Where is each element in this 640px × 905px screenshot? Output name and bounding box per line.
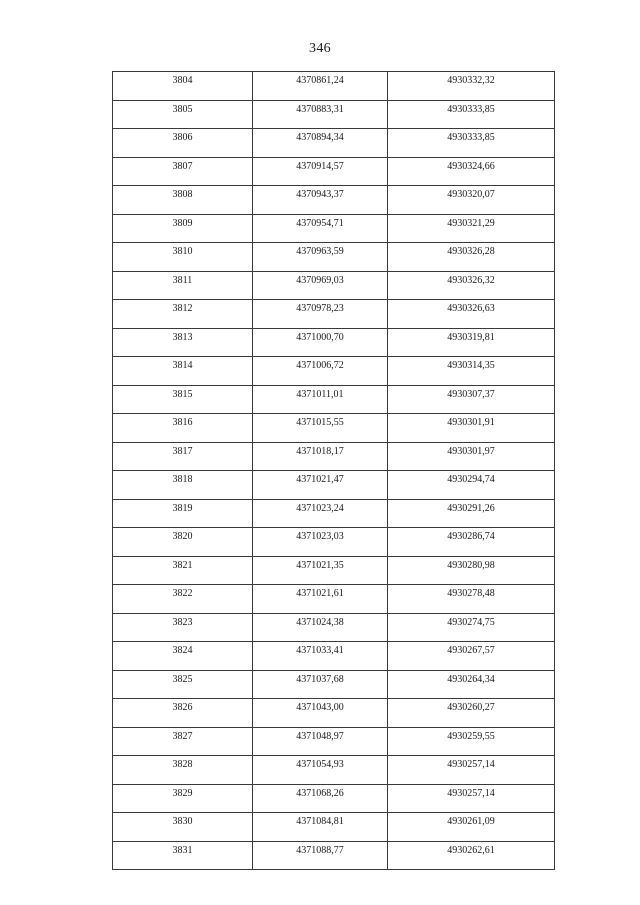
- x-coordinate-cell: 4370883,31: [253, 100, 388, 129]
- table-row: [113, 414, 555, 443]
- table-row: [113, 328, 555, 357]
- y-coordinate-cell: 4930260,27: [388, 699, 555, 728]
- point-number-cell: 3823: [113, 613, 253, 642]
- table-row: [113, 300, 555, 329]
- point-number-cell: 3808: [113, 186, 253, 215]
- table-row: [113, 100, 555, 129]
- x-coordinate-cell: 4371023,24: [253, 499, 388, 528]
- point-number-cell: 3825: [113, 670, 253, 699]
- x-coordinate-cell: 4371006,72: [253, 357, 388, 386]
- point-number-cell: 3817: [113, 442, 253, 471]
- point-number-cell: 3831: [113, 841, 253, 870]
- point-number-cell: 3811: [113, 271, 253, 300]
- x-coordinate-cell: 4371088,77: [253, 841, 388, 870]
- y-coordinate-cell: 4930326,28: [388, 243, 555, 272]
- coordinates-table-body: [113, 72, 555, 870]
- point-number-cell: 3830: [113, 813, 253, 842]
- x-coordinate-cell: 4371043,00: [253, 699, 388, 728]
- x-coordinate-cell: 4371048,97: [253, 727, 388, 756]
- coordinates-table: [112, 71, 555, 870]
- x-coordinate-cell: 4371084,81: [253, 813, 388, 842]
- point-number-cell: 3822: [113, 585, 253, 614]
- y-coordinate-cell: 4930286,74: [388, 528, 555, 557]
- table-row: [113, 385, 555, 414]
- y-coordinate-cell: 4930307,37: [388, 385, 555, 414]
- point-number-cell: 3827: [113, 727, 253, 756]
- table-row: [113, 585, 555, 614]
- page-number: 346: [309, 41, 331, 56]
- table-row: [113, 157, 555, 186]
- point-number-cell: 3821: [113, 556, 253, 585]
- y-coordinate-cell: 4930262,61: [388, 841, 555, 870]
- point-number-cell: 3810: [113, 243, 253, 272]
- y-coordinate-cell: 4930259,55: [388, 727, 555, 756]
- table-row: [113, 670, 555, 699]
- y-coordinate-cell: 4930301,91: [388, 414, 555, 443]
- x-coordinate-cell: 4371033,41: [253, 642, 388, 671]
- table-row: [113, 271, 555, 300]
- table-row: [113, 642, 555, 671]
- y-coordinate-cell: 4930326,63: [388, 300, 555, 329]
- y-coordinate-cell: 4930257,14: [388, 784, 555, 813]
- table-row: [113, 129, 555, 158]
- table-row: [113, 613, 555, 642]
- y-coordinate-cell: 4930324,66: [388, 157, 555, 186]
- y-coordinate-cell: 4930314,35: [388, 357, 555, 386]
- x-coordinate-cell: 4371015,55: [253, 414, 388, 443]
- table-row: [113, 471, 555, 500]
- y-coordinate-cell: 4930274,75: [388, 613, 555, 642]
- x-coordinate-cell: 4370894,34: [253, 129, 388, 158]
- table-row: [113, 756, 555, 785]
- x-coordinate-cell: 4370978,23: [253, 300, 388, 329]
- y-coordinate-cell: 4930294,74: [388, 471, 555, 500]
- x-coordinate-cell: 4370914,57: [253, 157, 388, 186]
- y-coordinate-cell: 4930321,29: [388, 214, 555, 243]
- y-coordinate-cell: 4930333,85: [388, 129, 555, 158]
- table-row: [113, 813, 555, 842]
- point-number-cell: 3829: [113, 784, 253, 813]
- y-coordinate-cell: 4930332,32: [388, 72, 555, 101]
- point-number-cell: 3806: [113, 129, 253, 158]
- x-coordinate-cell: 4370954,71: [253, 214, 388, 243]
- x-coordinate-cell: 4371024,38: [253, 613, 388, 642]
- x-coordinate-cell: 4370969,03: [253, 271, 388, 300]
- y-coordinate-cell: 4930333,85: [388, 100, 555, 129]
- y-coordinate-cell: 4930320,07: [388, 186, 555, 215]
- point-number-cell: 3824: [113, 642, 253, 671]
- table-row: [113, 243, 555, 272]
- x-coordinate-cell: 4371021,61: [253, 585, 388, 614]
- point-number-cell: 3812: [113, 300, 253, 329]
- point-number-cell: 3816: [113, 414, 253, 443]
- point-number-cell: 3826: [113, 699, 253, 728]
- y-coordinate-cell: 4930280,98: [388, 556, 555, 585]
- table-row: [113, 186, 555, 215]
- y-coordinate-cell: 4930257,14: [388, 756, 555, 785]
- x-coordinate-cell: 4371068,26: [253, 784, 388, 813]
- y-coordinate-cell: 4930261,09: [388, 813, 555, 842]
- x-coordinate-cell: 4371021,35: [253, 556, 388, 585]
- point-number-cell: 3807: [113, 157, 253, 186]
- table-row: [113, 357, 555, 386]
- table-row: [113, 699, 555, 728]
- y-coordinate-cell: 4930267,57: [388, 642, 555, 671]
- point-number-cell: 3813: [113, 328, 253, 357]
- point-number-cell: 3804: [113, 72, 253, 101]
- x-coordinate-cell: 4370943,37: [253, 186, 388, 215]
- x-coordinate-cell: 4371023,03: [253, 528, 388, 557]
- point-number-cell: 3809: [113, 214, 253, 243]
- table-row: [113, 556, 555, 585]
- x-coordinate-cell: 4371011,01: [253, 385, 388, 414]
- y-coordinate-cell: 4930326,32: [388, 271, 555, 300]
- x-coordinate-cell: 4371018,17: [253, 442, 388, 471]
- table-row: [113, 499, 555, 528]
- point-number-cell: 3819: [113, 499, 253, 528]
- point-number-cell: 3814: [113, 357, 253, 386]
- point-number-cell: 3828: [113, 756, 253, 785]
- y-coordinate-cell: 4930291,26: [388, 499, 555, 528]
- y-coordinate-cell: 4930319,81: [388, 328, 555, 357]
- table-row: [113, 784, 555, 813]
- x-coordinate-cell: 4371000,70: [253, 328, 388, 357]
- table-row: [113, 727, 555, 756]
- table-row: [113, 841, 555, 870]
- x-coordinate-cell: 4371037,68: [253, 670, 388, 699]
- y-coordinate-cell: 4930301,97: [388, 442, 555, 471]
- point-number-cell: 3820: [113, 528, 253, 557]
- y-coordinate-cell: 4930278,48: [388, 585, 555, 614]
- table-row: [113, 528, 555, 557]
- point-number-cell: 3818: [113, 471, 253, 500]
- table-row: [113, 72, 555, 101]
- table-row: [113, 214, 555, 243]
- x-coordinate-cell: 4370861,24: [253, 72, 388, 101]
- x-coordinate-cell: 4371054,93: [253, 756, 388, 785]
- x-coordinate-cell: 4371021,47: [253, 471, 388, 500]
- y-coordinate-cell: 4930264,34: [388, 670, 555, 699]
- table-row: [113, 442, 555, 471]
- x-coordinate-cell: 4370963,59: [253, 243, 388, 272]
- point-number-cell: 3805: [113, 100, 253, 129]
- point-number-cell: 3815: [113, 385, 253, 414]
